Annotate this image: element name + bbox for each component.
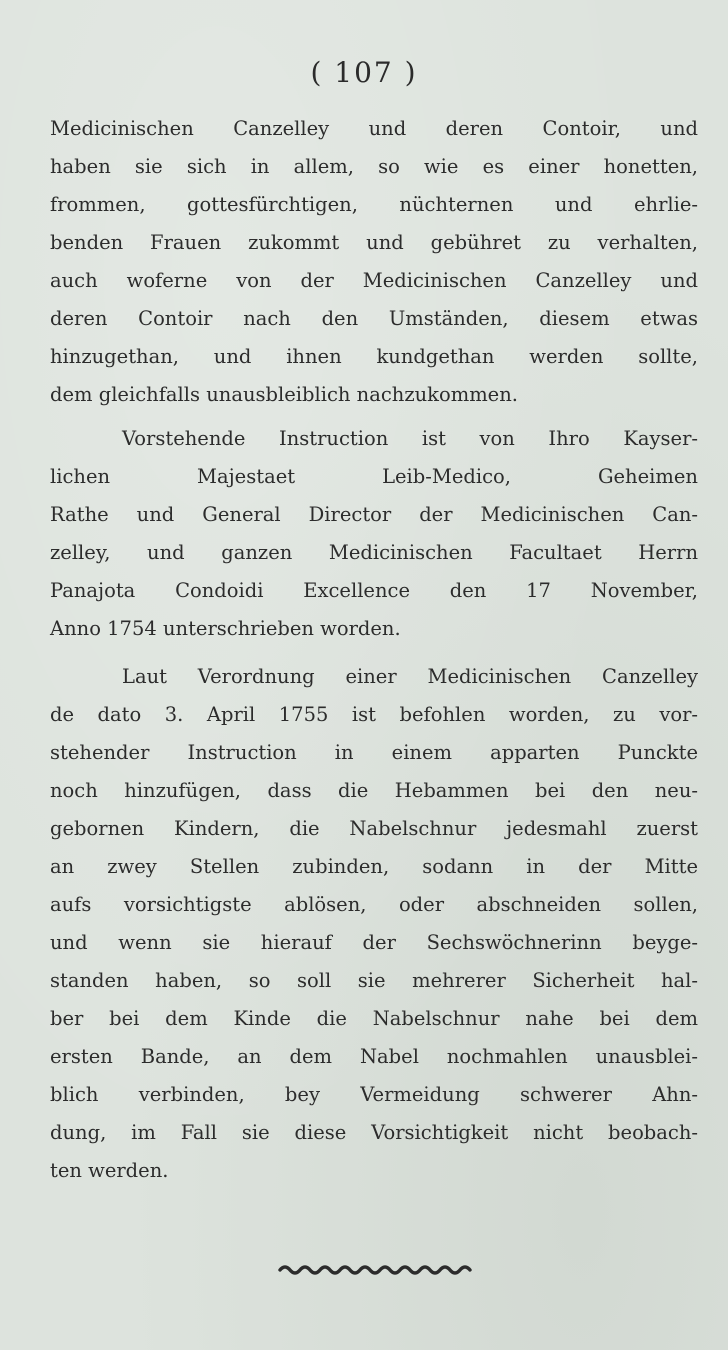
text-line: de dato 3. April 1755 ist befohlen worden, zu vor- [50, 703, 698, 726]
text-line: gebornen Kindern, die Nabelschnur jedesmahl zuerst [50, 817, 698, 840]
text-line: Laut Verordnung einer Medicinischen Canzelley [122, 665, 698, 688]
text-line: auch woferne von der Medicinischen Canzelley und [50, 269, 698, 292]
text-line: lichen Majestaet Leib-Medico, Geheimen [50, 465, 698, 488]
text-line: frommen, gottesfürchtigen, nüchternen und ehrlie- [50, 193, 698, 216]
text-line: dung, im Fall sie diese Vorsichtigkeit nicht beobach- [50, 1121, 698, 1144]
text-line: dem gleichfalls unausbleiblich nachzukommen. [50, 383, 518, 406]
page-number: ( 107 ) [310, 56, 418, 89]
text-line: hinzugethan, und ihnen kundgethan werden sollte, [50, 345, 698, 368]
text-line: zelley, und ganzen Medicinischen Facultaet Herrn [50, 541, 698, 564]
text-line: Rathe und General Director der Medicinischen Can- [50, 503, 698, 526]
text-line: und wenn sie hierauf der Sechswöchnerinn beyge- [50, 931, 698, 954]
paragraph-3 [50, 658, 698, 1190]
paragraph-1 [50, 110, 698, 414]
text-line: blich verbinden, bey Vermeidung schwerer Ahn- [50, 1083, 698, 1106]
text-line: Vorstehende Instruction ist von Ihro Kayser- [122, 427, 698, 450]
text-line: stehender Instruction in einem apparten Punckte [50, 741, 698, 764]
text-line: noch hinzufügen, dass die Hebammen bei den neu- [50, 779, 698, 802]
text-line: an zwey Stellen zubinden, sodann in der Mitte [50, 855, 698, 878]
text-line: benden Frauen zukommt und gebühret zu verhalten, [50, 231, 698, 254]
text-line: Panajota Condoidi Excellence den 17 November, [50, 579, 698, 602]
text-line: aufs vorsichtigste ablösen, oder abschneiden sollen, [50, 893, 698, 916]
text-line: ersten Bande, an dem Nabel nochmahlen unausblei- [50, 1045, 698, 1068]
text-line: Anno 1754 unterschrieben worden. [50, 617, 401, 640]
ornament-divider [278, 1262, 474, 1278]
text-line: haben sie sich in allem, so wie es einer honetten, [50, 155, 698, 178]
text-line: Medicinischen Canzelley und deren Contoir, und [50, 117, 698, 140]
text-line: standen haben, so soll sie mehrerer Sicherheit hal- [50, 969, 698, 992]
text-line: ber bei dem Kinde die Nabelschnur nahe bei dem [50, 1007, 698, 1030]
text-line: deren Contoir nach den Umständen, diesem etwas [50, 307, 698, 330]
text-line: ten werden. [50, 1159, 169, 1182]
paragraph-2 [50, 420, 698, 648]
